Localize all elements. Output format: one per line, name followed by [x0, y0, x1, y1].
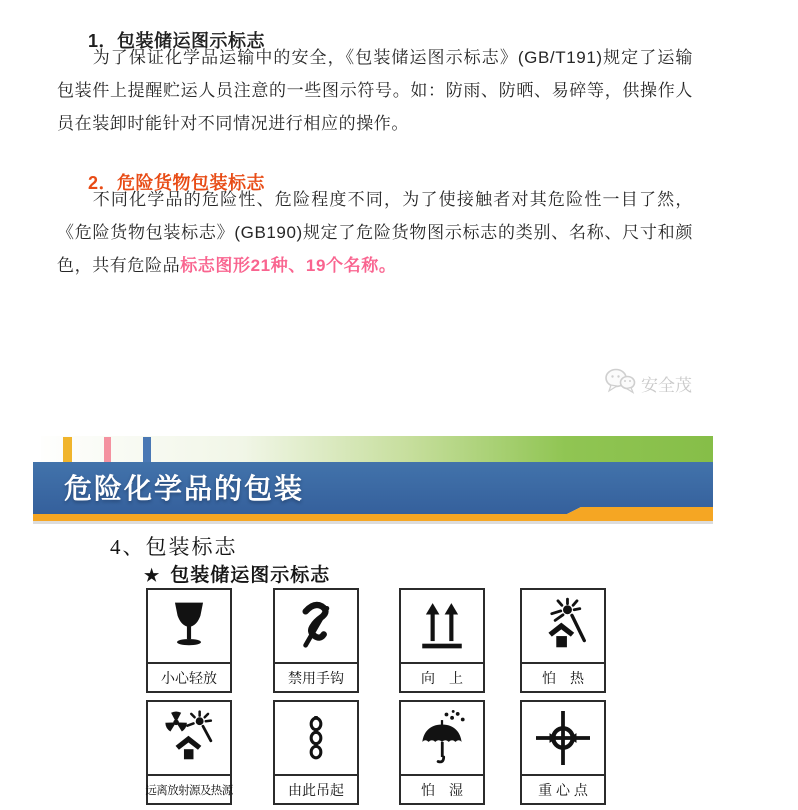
article-paragraph-2	[57, 183, 693, 282]
sign-label: 怕 热	[542, 669, 584, 686]
sign-box-fragile	[146, 588, 232, 693]
wechat-logo-icon	[604, 368, 636, 399]
sign-box-keep-away-from-heat	[520, 588, 606, 693]
watermark-label: 安全茂	[641, 376, 692, 395]
radiation-and-heat-source-icon	[148, 702, 230, 776]
section-banner	[33, 436, 713, 526]
section-subheading-label: 包装储运图示标志	[170, 565, 331, 586]
banner-title: 危险化学品的包装	[64, 473, 305, 504]
sign-box-no-hand-hook	[273, 588, 359, 693]
no-hand-hook-icon	[275, 590, 357, 664]
sign-box-this-way-up	[399, 588, 485, 693]
center-of-gravity-icon	[522, 702, 604, 776]
star-icon: ★	[144, 566, 161, 585]
keep-away-from-heat-icon	[522, 590, 604, 664]
sign-box-radiation-heat	[146, 700, 232, 805]
section-subheading	[144, 560, 330, 587]
article-heading-2: 2．危险货物包装标志	[88, 173, 266, 193]
sling-here-chain-icon	[275, 702, 357, 776]
sign-label: 向 上	[421, 669, 463, 686]
sign-label: 怕 湿	[421, 781, 463, 798]
article-heading-1: 1．包装储运图示标志	[88, 31, 266, 51]
watermark	[604, 368, 692, 399]
sign-label: 禁用手钩	[288, 669, 344, 686]
keep-dry-umbrella-icon	[401, 702, 483, 776]
paragraph-2-text: 不同化学品的危险性、危险程度不同，为了使接触者对其危险性一目了然，《危险货物包装标志》(GB190)规定了危险货物图示标志的类别、名称、尺寸和颜色，共有危险品	[57, 190, 693, 275]
sign-box-keep-dry	[399, 700, 485, 805]
sign-box-sling-here	[273, 700, 359, 805]
sign-box-center-of-gravity	[520, 700, 606, 805]
section-heading: 4、包装标志	[110, 535, 238, 559]
paragraph-2-highlight: 标志图形21种、19个名称。	[180, 256, 397, 275]
sign-label: 小心轻放	[161, 669, 217, 686]
sign-label: 重 心 点	[538, 781, 588, 798]
sign-label: 远离放射源及热源	[145, 784, 233, 797]
sign-label: 由此吊起	[288, 781, 344, 798]
this-way-up-arrows-icon	[401, 590, 483, 664]
article-paragraph-1: 为了保证化学品运输中的安全，《包装储运图示标志》(GB/T191)规定了运输包装件上提醒贮运人员注意的一些图示符号。如：防雨、防晒、易碎等，供操作人员在装卸时能针对不同情况进行相应的操作。	[57, 48, 693, 133]
wine-glass-fragile-icon	[148, 590, 230, 664]
